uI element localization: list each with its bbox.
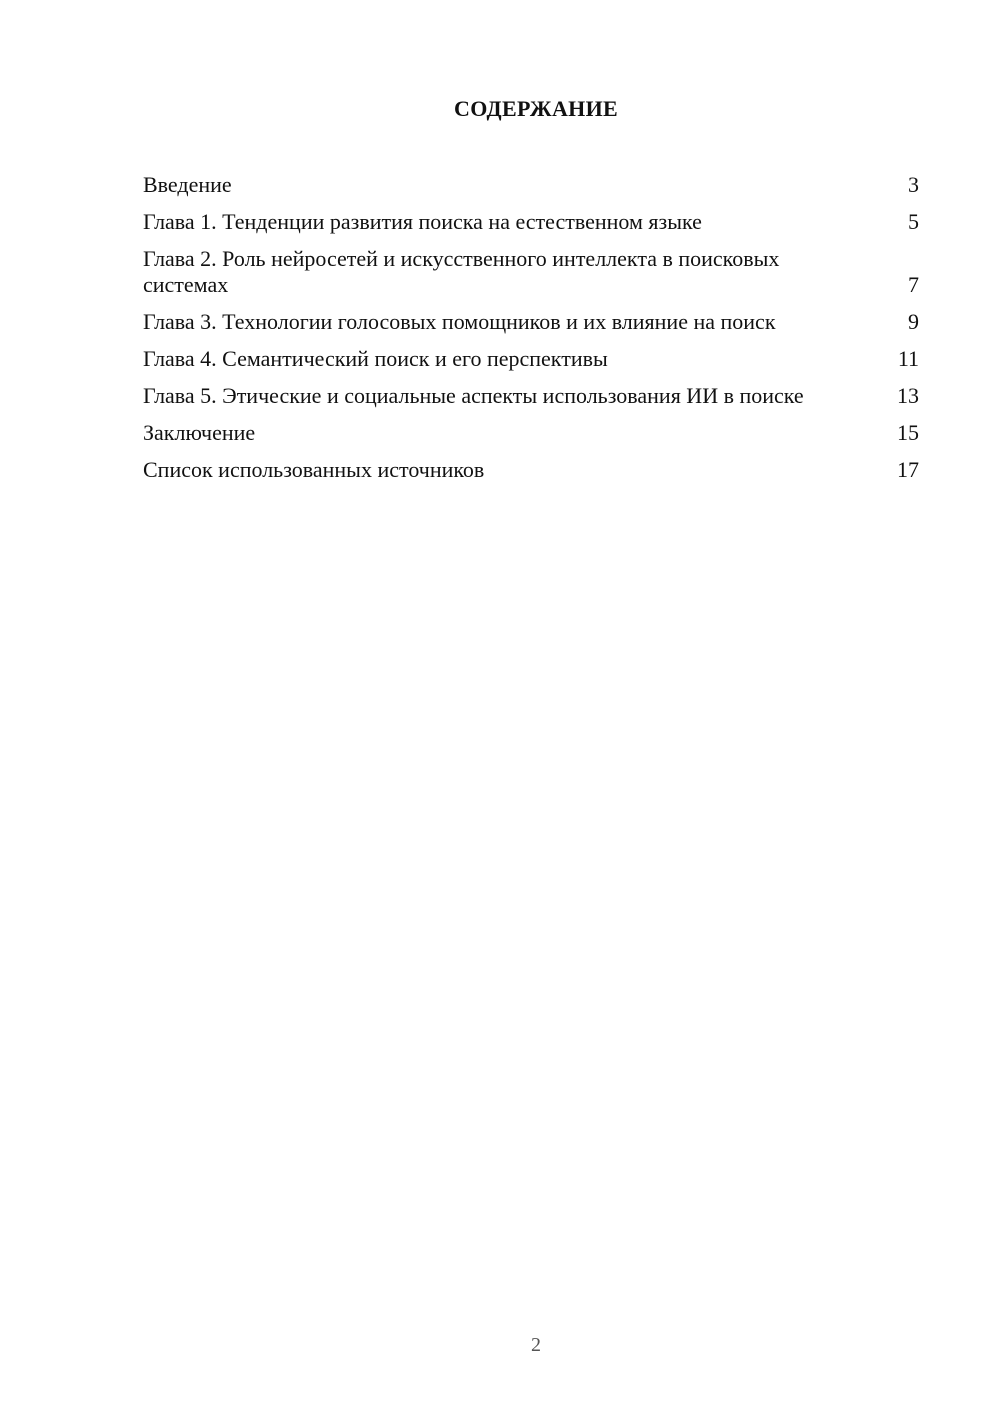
page-title: СОДЕРЖАНИЕ xyxy=(454,96,618,121)
toc-entry xyxy=(143,420,919,446)
toc-entry xyxy=(143,209,919,235)
toc-entry-text: Глава 3. Технологии голосовых помощников и их влияние на поиск xyxy=(143,309,776,334)
toc-entry-page: 17 xyxy=(897,457,919,482)
toc-entry-page: 3 xyxy=(908,172,919,197)
toc-entry-page: 9 xyxy=(908,309,919,334)
toc-entry-text: Введение xyxy=(143,172,232,197)
toc-entry-page: 7 xyxy=(908,272,919,297)
toc-entry xyxy=(143,346,919,372)
toc-entry-page: 5 xyxy=(908,209,919,234)
toc-entry-text: Заключение xyxy=(143,420,256,445)
toc-entry-text: Глава 1. Тенденции развития поиска на естественном языке xyxy=(143,209,702,234)
toc-entry-text: Глава 5. Этические и социальные аспекты использования ИИ в поиске xyxy=(143,383,804,408)
toc-entry-page: 15 xyxy=(897,420,919,445)
toc-entry xyxy=(143,383,919,409)
toc-entry-text: Список использованных источников xyxy=(143,457,485,482)
page-number: 2 xyxy=(531,1334,541,1356)
toc-entry xyxy=(143,457,919,483)
toc-entry xyxy=(143,172,919,198)
toc-entry-page: 13 xyxy=(897,383,919,408)
toc-entry xyxy=(143,246,919,298)
toc-entry-page: 11 xyxy=(897,346,919,371)
toc-entry-text: Глава 2. Роль нейросетей и искусственного интеллекта в поисковых системах xyxy=(143,246,780,297)
toc-entry-text: Глава 4. Семантический поиск и его перспективы xyxy=(143,346,608,371)
table-of-contents xyxy=(143,172,919,494)
toc-entry xyxy=(143,309,919,335)
